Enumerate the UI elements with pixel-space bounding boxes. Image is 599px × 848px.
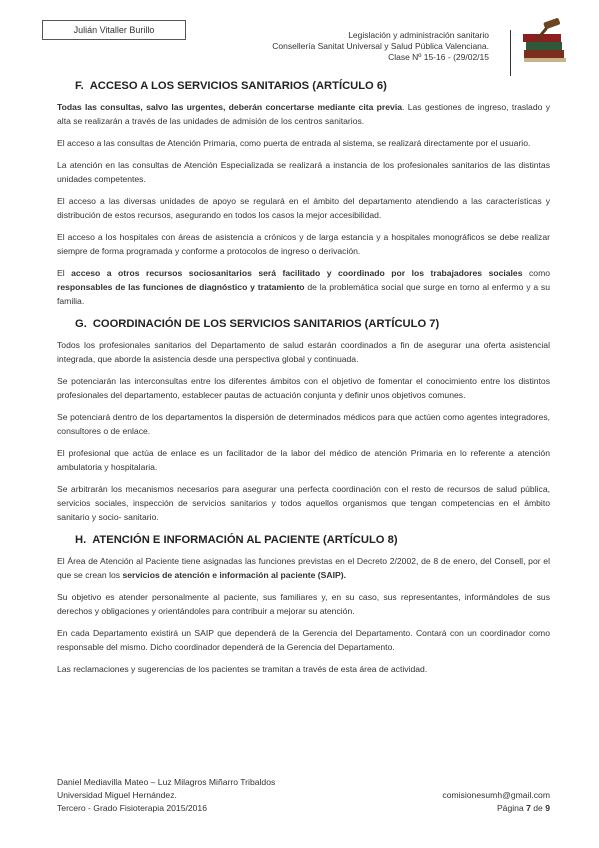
section-heading: F. ACCESO A LOS SERVICIOS SANITARIOS (ARTÍCULO 6) [75,80,387,92]
course-info [272,30,489,63]
section-f [57,78,550,308]
class-number: Clase Nº 15-16 - (29/02/15 [388,52,489,62]
section-heading: G. COORDINACIÓN DE LOS SERVICIOS SANITARIOS (ARTÍCULO 7) [75,318,440,330]
paragraph: La atención en las consultas de Atención Especializada se realizará a instancia de los profesionales sanitarios de las distintas unidades competentes. [57,160,550,184]
footer-contact [442,789,550,815]
section-h [57,532,550,676]
paragraph: Su objetivo es atender personalmente al paciente, sus familiares y, en su caso, sus representantes, informándoles de sus derechos y obligaciones y orientándoles para contribuir a mejorar su atención. [57,592,550,616]
footer-names: Daniel Mediavilla Mateo – Luz Milagros Miñarro Tribaldos [57,777,276,787]
paragraph: El Área de Atención al Paciente tiene asignadas las funciones previstas en el Decreto 2/2002, de 8 de enero, del Consell, por el que se crean los servicios de atención e información al paciente (SAIP). [57,556,550,580]
institution: Consellería Sanitat Universal y Salud Pública Valenciana. [272,41,489,51]
books-gavel-logo [518,14,570,66]
paragraph: Se arbitrarán los mecanismos necesarios para asegurar una perfecta coordinación con el resto de recursos de salud pública, servicios sociales, inspección de servicios sanitarios y todos aquellos organismos que tengan competencias en el ámbito sanitario y socio- sanitario. [57,484,550,522]
paragraph: El acceso a las diversas unidades de apoyo se regulará en el ámbito del departamento atendiendo a las características y distribución de estos recursos, asegurando en todos los casos la mejor accesibilidad. [57,196,550,220]
section-g [57,316,550,524]
paragraph: El acceso a las consultas de Atención Primaria, como puerta de entrada al sistema, se realizará directamente por el usuario. [57,138,531,148]
course-title: Legislación y administración sanitario [348,30,489,40]
paragraph: El acceso a los hospitales con áreas de asistencia a crónicos y de larga estancia y a hospitales monográficos se debe realizar siempre de forma programada y conforme a protocolos de ingreso o derivación. [57,232,550,256]
footer-email: comisionesumh@gmail.com [442,790,550,800]
document-body [57,78,550,684]
paragraph: Se potenciará dentro de los departamentos la dispersión de determinados médicos para que actúen como agentes integradores, consultores o de enlace. [57,412,550,436]
paragraph: Las reclamaciones y sugerencias de los pacientes se tramitan a través de esta área de actividad. [57,664,428,674]
paragraph: Se potenciarán las interconsultas entre los diferentes ámbitos con el objetivo de fomentar el conocimiento entre los distintos profesionales del departamento, establecer pautas de actuación conjunta y definir unos objetivos comunes. [57,376,550,400]
footer-authors [57,776,275,815]
footer-course: Tercero - Grado Fisioterapia 2015/2016 [57,803,207,813]
paragraph: El profesional que actúa de enlace es un facilitador de la labor del médico de atención Primaria en lo referente a atención ambulatoria y hospitalaria. [57,448,550,472]
author-box: Julián Vitaller Burillo [42,20,186,40]
page-number: Página 7 de 9 [496,803,550,813]
paragraph: El acceso a otros recursos sociosanitarios será facilitado y coordinado por los trabajadores sociales como responsables de las funciones de diagnóstico y tratamiento de la problemática social que surge en torno al enfermo y a su familia. [57,268,551,306]
paragraph: Todos los profesionales sanitarios del Departamento de salud estarán coordinados a fin de asegurar una oferta asistencial integrada, que aborde la asistencia desde una perspectiva global y continuada. [57,340,550,364]
header-divider [510,30,511,76]
section-heading: H. ATENCIÓN E INFORMACIÓN AL PACIENTE (ARTÍCULO 8) [75,534,398,546]
paragraph: En cada Departamento existirá un SAIP que dependerá de la Gerencia del Departamento. Contará con un coordinador como responsable del mismo. Dicho coordinador dependerá de la Gerencia del Departamento. [57,628,550,652]
paragraph: Todas las consultas, salvo las urgentes, deberán concertarse mediante cita previa. Las gestiones de ingreso, traslado y alta se realizarán a través de las unidades de admisión de los centros sanitarios. [57,102,551,126]
footer-university: Universidad Miguel Hernández. [57,790,177,800]
